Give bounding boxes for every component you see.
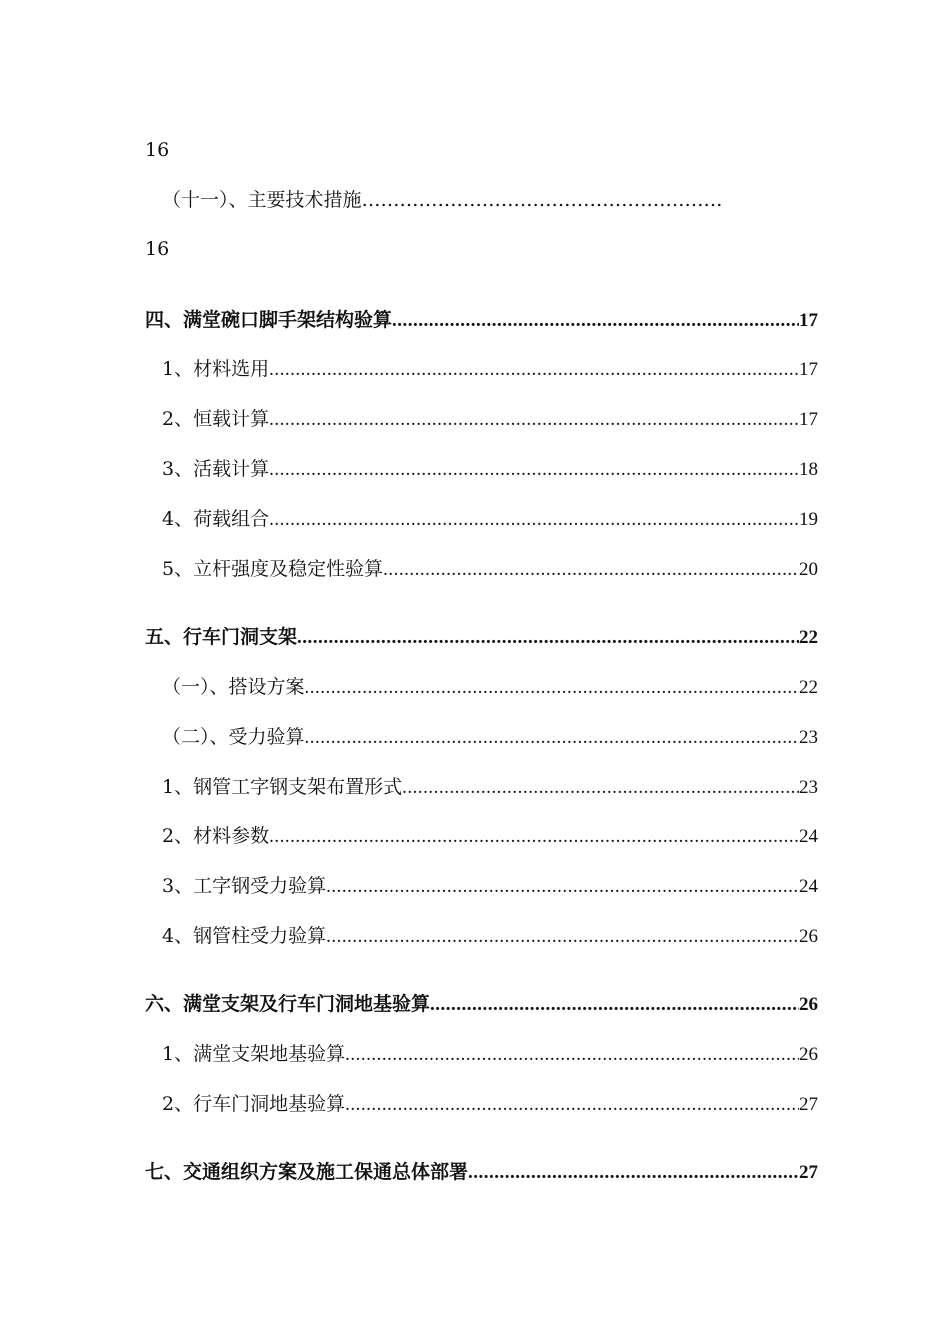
toc-leader [345, 1041, 799, 1069]
toc-entry-page: 16 [145, 238, 170, 260]
toc-item[interactable] [162, 405, 818, 433]
toc-page-number: 22 [799, 677, 818, 698]
toc-section-5[interactable] [145, 623, 818, 651]
toc-item[interactable] [162, 505, 818, 533]
toc-item-label: 5、立杆强度及稳定性验算 [162, 558, 384, 580]
toc-page-number: 24 [799, 826, 818, 847]
toc-leader [392, 307, 799, 335]
toc-leader [305, 674, 799, 702]
toc-item[interactable] [162, 355, 818, 383]
toc-item-label: 3、工字钢受力验算 [162, 875, 327, 897]
toc-page-number: 19 [799, 509, 818, 530]
toc-page-number: 27 [799, 1162, 818, 1183]
toc-item-label: （一）、搭设方案 [162, 676, 305, 698]
toc-section-title: 七、交通组织方案及施工保通总体部署 [145, 1161, 469, 1183]
toc-leader [326, 873, 799, 901]
toc-page-number: 24 [799, 876, 818, 897]
toc-item-label: 4、钢管柱受力验算 [162, 925, 327, 947]
toc-page-number: 22 [799, 627, 818, 648]
toc-item[interactable] [162, 1090, 818, 1118]
toc-entry-technical-measures[interactable] [162, 186, 818, 214]
toc-page-number: 26 [799, 994, 818, 1015]
toc-page-number: 20 [799, 559, 818, 580]
toc-leader [430, 991, 799, 1019]
toc-item[interactable] [162, 723, 818, 751]
toc-leader [269, 823, 799, 851]
toc-leader [269, 406, 799, 434]
toc-item-label: 1、满堂支架地基验算 [162, 1043, 346, 1065]
toc-section-title: 四、满堂碗口脚手架结构验算 [145, 309, 393, 331]
toc-leader [345, 1091, 799, 1119]
toc-leader [269, 456, 799, 484]
toc-page-number: 27 [799, 1094, 818, 1115]
toc-item-label: 2、材料参数 [162, 825, 270, 847]
toc-section-title: 五、行车门洞支架 [145, 626, 298, 648]
toc-leader [468, 1159, 799, 1187]
toc-item[interactable] [162, 922, 818, 950]
toc-item[interactable] [162, 673, 818, 701]
toc-item-label: 3、活载计算 [162, 458, 270, 480]
toc-page-number: 23 [799, 727, 818, 748]
toc-section-6[interactable] [145, 990, 818, 1018]
toc-leader [269, 356, 799, 384]
toc-item-label: 2、恒载计算 [162, 408, 270, 430]
toc-item[interactable] [162, 872, 818, 900]
toc-item-label: 4、荷载组合 [162, 508, 270, 530]
toc-page-number: 23 [799, 777, 818, 798]
toc-page-number: 17 [799, 310, 818, 331]
toc-page-number: 26 [799, 926, 818, 947]
toc-item-label: 2、行车门洞地基验算 [162, 1093, 346, 1115]
toc-item-label: 1、材料选用 [162, 358, 270, 380]
toc-item[interactable] [162, 455, 818, 483]
toc-item-label: （二）、受力验算 [162, 726, 305, 748]
toc-section-4[interactable] [145, 306, 818, 334]
toc-leader [269, 506, 799, 534]
toc-leader: ………………………………………………… [361, 189, 723, 211]
toc-item[interactable] [162, 822, 818, 850]
toc-page-number: 18 [799, 459, 818, 480]
toc-section-title: 六、满堂支架及行车门洞地基验算 [145, 993, 431, 1015]
toc-leader [383, 556, 799, 584]
toc-item-label: 1、钢管工字钢支架布置形式 [162, 776, 403, 798]
toc-item[interactable] [162, 1040, 818, 1068]
toc-page-number: 26 [799, 1044, 818, 1065]
toc-item[interactable] [162, 773, 818, 801]
page-number-continuation: 16 [145, 139, 170, 161]
toc-leader [402, 774, 799, 802]
toc-section-7[interactable] [145, 1158, 818, 1186]
toc-item[interactable] [162, 555, 818, 583]
toc-page-number: 17 [799, 409, 818, 430]
toc-leader [305, 724, 799, 752]
toc-entry-label: （十一）、主要技术措施 [162, 189, 362, 211]
toc-leader [297, 624, 799, 652]
toc-leader [326, 923, 799, 951]
toc-page-number: 17 [799, 359, 818, 380]
